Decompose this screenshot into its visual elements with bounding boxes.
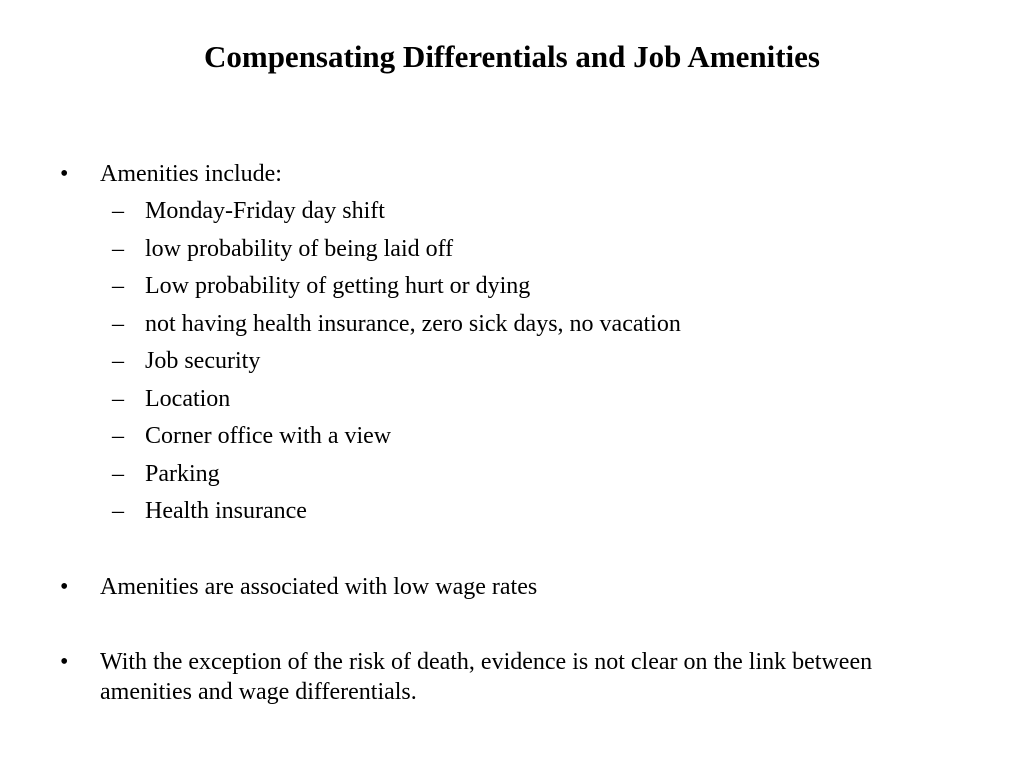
amenities-sub-list [112,196,962,534]
sub-item-text: low probability of being laid off [145,235,454,262]
bullet-text: Amenities are associated with low wage rates [100,574,538,600]
bullet-glyph: • [60,574,69,600]
sub-item [112,234,962,272]
sub-item-text: Parking [145,460,220,487]
bullet-glyph: • [60,161,69,187]
dash-glyph: – [112,235,124,262]
sub-item [112,309,962,347]
sub-item [112,496,962,534]
dash-glyph: – [112,498,124,524]
bullet-text: With the exception of the risk of death, evidence is not clear on the link between amenities and wage differentials. [100,649,873,705]
sub-item-text: Monday-Friday day shift [145,198,385,224]
slide-title: Compensating Differentials and Job Amenities [203,39,820,74]
sub-item [112,421,962,459]
sub-item-text: Corner office with a view [145,423,392,449]
dash-glyph: – [112,460,124,487]
sub-item-text: Low probability of getting hurt or dying [145,273,531,299]
sub-item [112,196,962,234]
bullet-row [60,159,960,189]
sub-item [112,271,962,309]
dash-glyph: – [112,423,124,449]
dash-glyph: – [112,273,124,299]
bullet-amenities-include [60,159,960,189]
sub-item-text: Location [145,385,231,412]
dash-glyph: – [112,385,124,412]
bullet-evidence-link [60,647,930,707]
sub-item [112,346,962,384]
dash-glyph: – [112,310,124,337]
bullet-glyph: • [60,649,69,675]
bullet-low-wage-rates [60,572,960,602]
sub-item-text: not having health insurance, zero sick days, no vacation [145,310,681,337]
dash-glyph: – [112,348,124,374]
bullet-row [60,647,930,707]
bullet-row [60,572,960,602]
sub-item [112,459,962,497]
sub-item-text: Health insurance [145,498,307,524]
sub-item [112,384,962,422]
sub-item-text: Job security [145,348,261,374]
dash-glyph: – [112,198,124,224]
bullet-text: Amenities include: [100,161,282,187]
